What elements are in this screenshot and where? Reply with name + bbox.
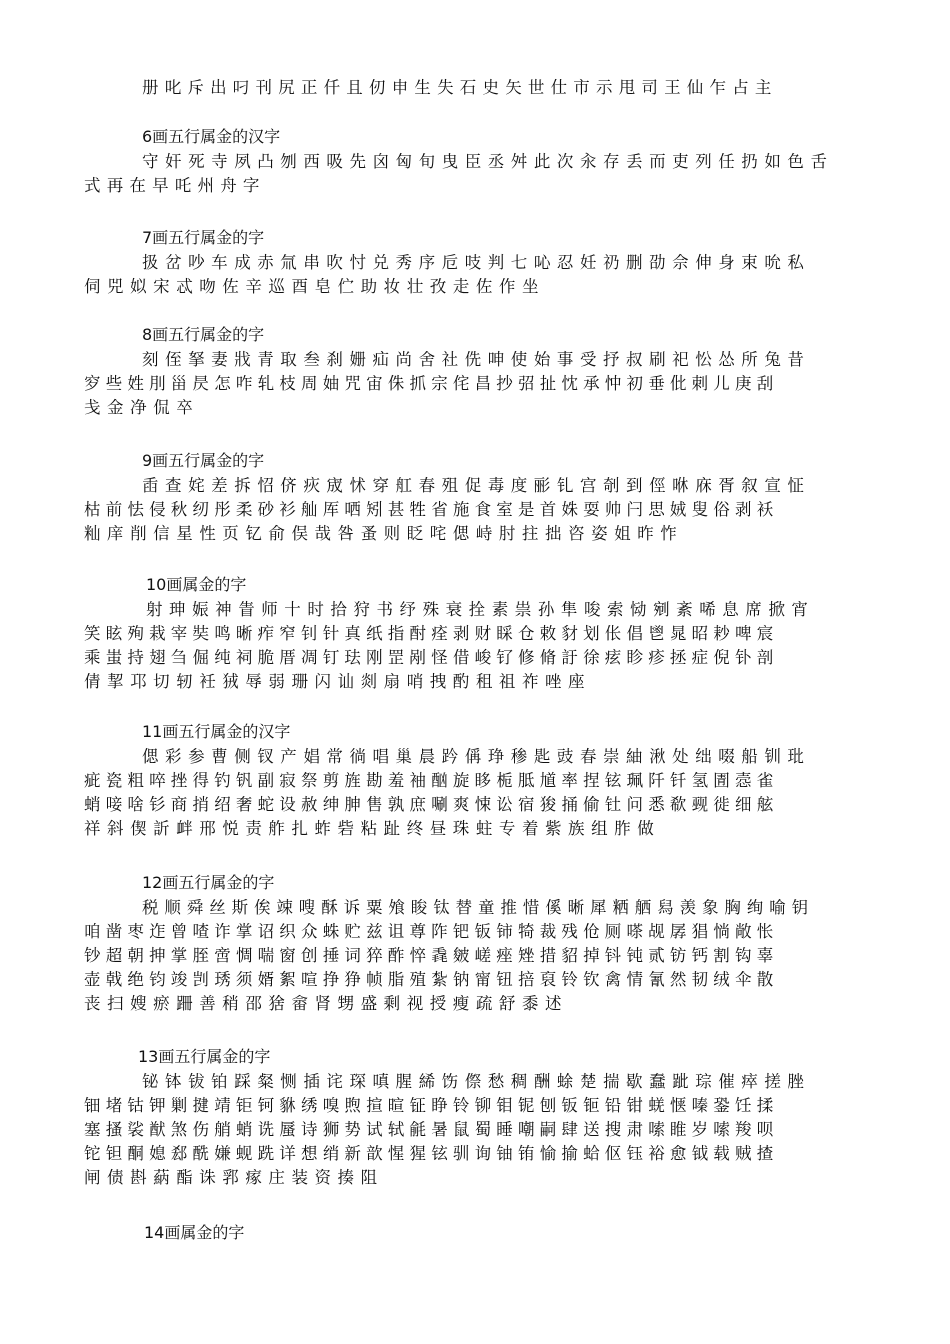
- char-line: 扱岔吵车成赤氚串吹忖兑秀序卮吱判七吣忍妊礽删劭佘伸身束吮私: [142, 253, 811, 272]
- char-line: 守奸死寺夙凸刎西吸先囟匈旬曳臣丞舛此次汆存丢而吏列任扔如色舌: [142, 152, 834, 171]
- char-line: 刻侄拏妻戕青取叁刹姗疝尚舍社侁呻使始事受抒叔刷祀忪怂所兔昔: [142, 350, 811, 369]
- char-line: 射珅娠神眚师十时拾狩书纾殊衰拴素祟孙隼唆索恸剜紊唏息席掀宵: [146, 600, 815, 619]
- char-line: 祥斜偰訢衅邢悦责舴扎蚱砦粘趾终昼珠蛀专着紫族组胙做: [84, 819, 661, 838]
- section-heading: 13画五行属金的字: [138, 1047, 271, 1066]
- char-line: 税顺舜丝斯俟竦嗖酥诉粟飧睃钛替童推惜傒晰犀粞舾舄羡象胸绚喻钥: [142, 898, 814, 917]
- char-line: 式再在早吒州舟字: [84, 176, 266, 195]
- section-heading: 14画属金的字: [144, 1223, 245, 1242]
- char-line: 咱凿枣迮曾喳诈掌诏织众蛛贮兹诅尊阼钯钣铈犄裁残伧厕嗏觇孱猖惝敞怅: [84, 922, 779, 941]
- section-heading: 8画五行属金的字: [142, 325, 265, 344]
- char-line: 伺兕姒宋忒吻佐辛巡酉皂伫助妆壮孜走佐作坐: [84, 277, 545, 296]
- char-line: 铊钽酮媳郄酰嫌蚬跣详想绡新歆惺猩铉驯询铀铕愉揄蛤伛钰裕愈钺载贼揸: [84, 1144, 779, 1163]
- section-heading: 10画属金的字: [146, 575, 247, 594]
- char-line: 枯前怯侵秋纫彤柔砂衫舢厍哂矧甚牲省施食室是首姝耍帅闩思娀叟俗剥袄: [84, 500, 779, 519]
- char-line: 戋金净侃卒: [84, 398, 200, 417]
- char-line: 闸债斟蒳酯诛郛瘃庄装资揍阻: [84, 1168, 384, 1187]
- section-heading: 9画五行属金的字: [142, 451, 265, 470]
- char-line: 疵瓷粗啐挫得钓钒副寂祭剪旌勘羞袖酗旋眵栀胝馗率捏铉珮阡钎氢圊悫雀: [84, 771, 779, 790]
- section-heading: 7画五行属金的字: [142, 228, 265, 247]
- char-line: 铋钵钹铂踩粲恻插诧琛嗔腥絺饬傺愁稠酬蜍楚揣歇蠢跐琮催瘁搓脞: [142, 1072, 811, 1091]
- section-heading: 11画五行属金的汉字: [142, 722, 291, 741]
- char-line: 倩挈邛切轫衽狨辱弱珊闪讪剡扇哨拽酌租祖祚唑座: [84, 672, 592, 691]
- char-line: 穸些姓刖甾昃怎咋轧枝周妯咒宙侏抓宗侘昌抄弨扯忱承忡初垂仳刺儿庚刮: [84, 374, 779, 393]
- char-line: 钿堵钴钾剿揵靖钜钶貅绣嗅煦揎暄钲睁铃铆钼铌刨钣钷铅钳蜣惬嗪銎饪揉: [84, 1096, 779, 1115]
- section-heading: 6画五行属金的汉字: [142, 127, 281, 146]
- char-line: 籼庠削信星性页钇俞俣哉咎蚤则眨咤偲峙肘拄拙咨姿姐昨怍: [84, 524, 684, 543]
- intro-text-line: 册叱斥出叼刊尻正仟且仞申生失石史矢世仕市示甩司王仙乍占主: [142, 78, 778, 97]
- char-line: 壶戟绝钧竣剀琇须婿絮喧挣狰帧脂殖紮钠甯钮掊裒铃钦禽情氰然韧绒伞散: [84, 970, 779, 989]
- char-line: 乘蚩持翅刍倔纯祠脆厝凋钉珐刚罡剐怪借峻钌修脩訏徐痃眕疹拯症倪钋剖: [84, 648, 779, 667]
- char-line: 蛸唼啥钐商捎绍奢蛇设赦绅胂售孰庶唰爽悚讼宿狻捅偷钍问悉欷觋徙细舷: [84, 795, 779, 814]
- section-heading: 12画五行属金的字: [142, 873, 275, 892]
- char-line: 钞超朝抻掌胵啻惆喘窗创捶词猝酢悴毳皴嵯痤矬措貂掉钭钝贰钫钙割钩辜: [84, 946, 779, 965]
- char-line: 塞搔裟猷煞伤艄蛸诜蜃诗狮势试轼毹暑鼠蜀睡嘲嗣肆送搜肃嗦睢岁嗦羧呗: [84, 1120, 779, 1139]
- char-line: 臿查姹差拆怊侪疢宬怵穿舡春殂促毒度彨钆宫剞到俓咻庥胥叙宣怔: [142, 476, 811, 495]
- char-line: 偲彩参曹侧钗产娼常徜唱巢晨趻偁琤䅟匙豉春崇紬湫处绌啜船钏玭: [142, 747, 811, 766]
- char-line: 丧扫嫂瘀跚善稍邵猞畲肾甥盛剩视授瘦疏舒黍述: [84, 994, 569, 1013]
- char-line: 笑眩殉栽宰奘鸣晰痄窄钊针真纸指酎痊剥财睬仓敕豺划伥倡鬯晁昭耖啤宸: [84, 624, 779, 643]
